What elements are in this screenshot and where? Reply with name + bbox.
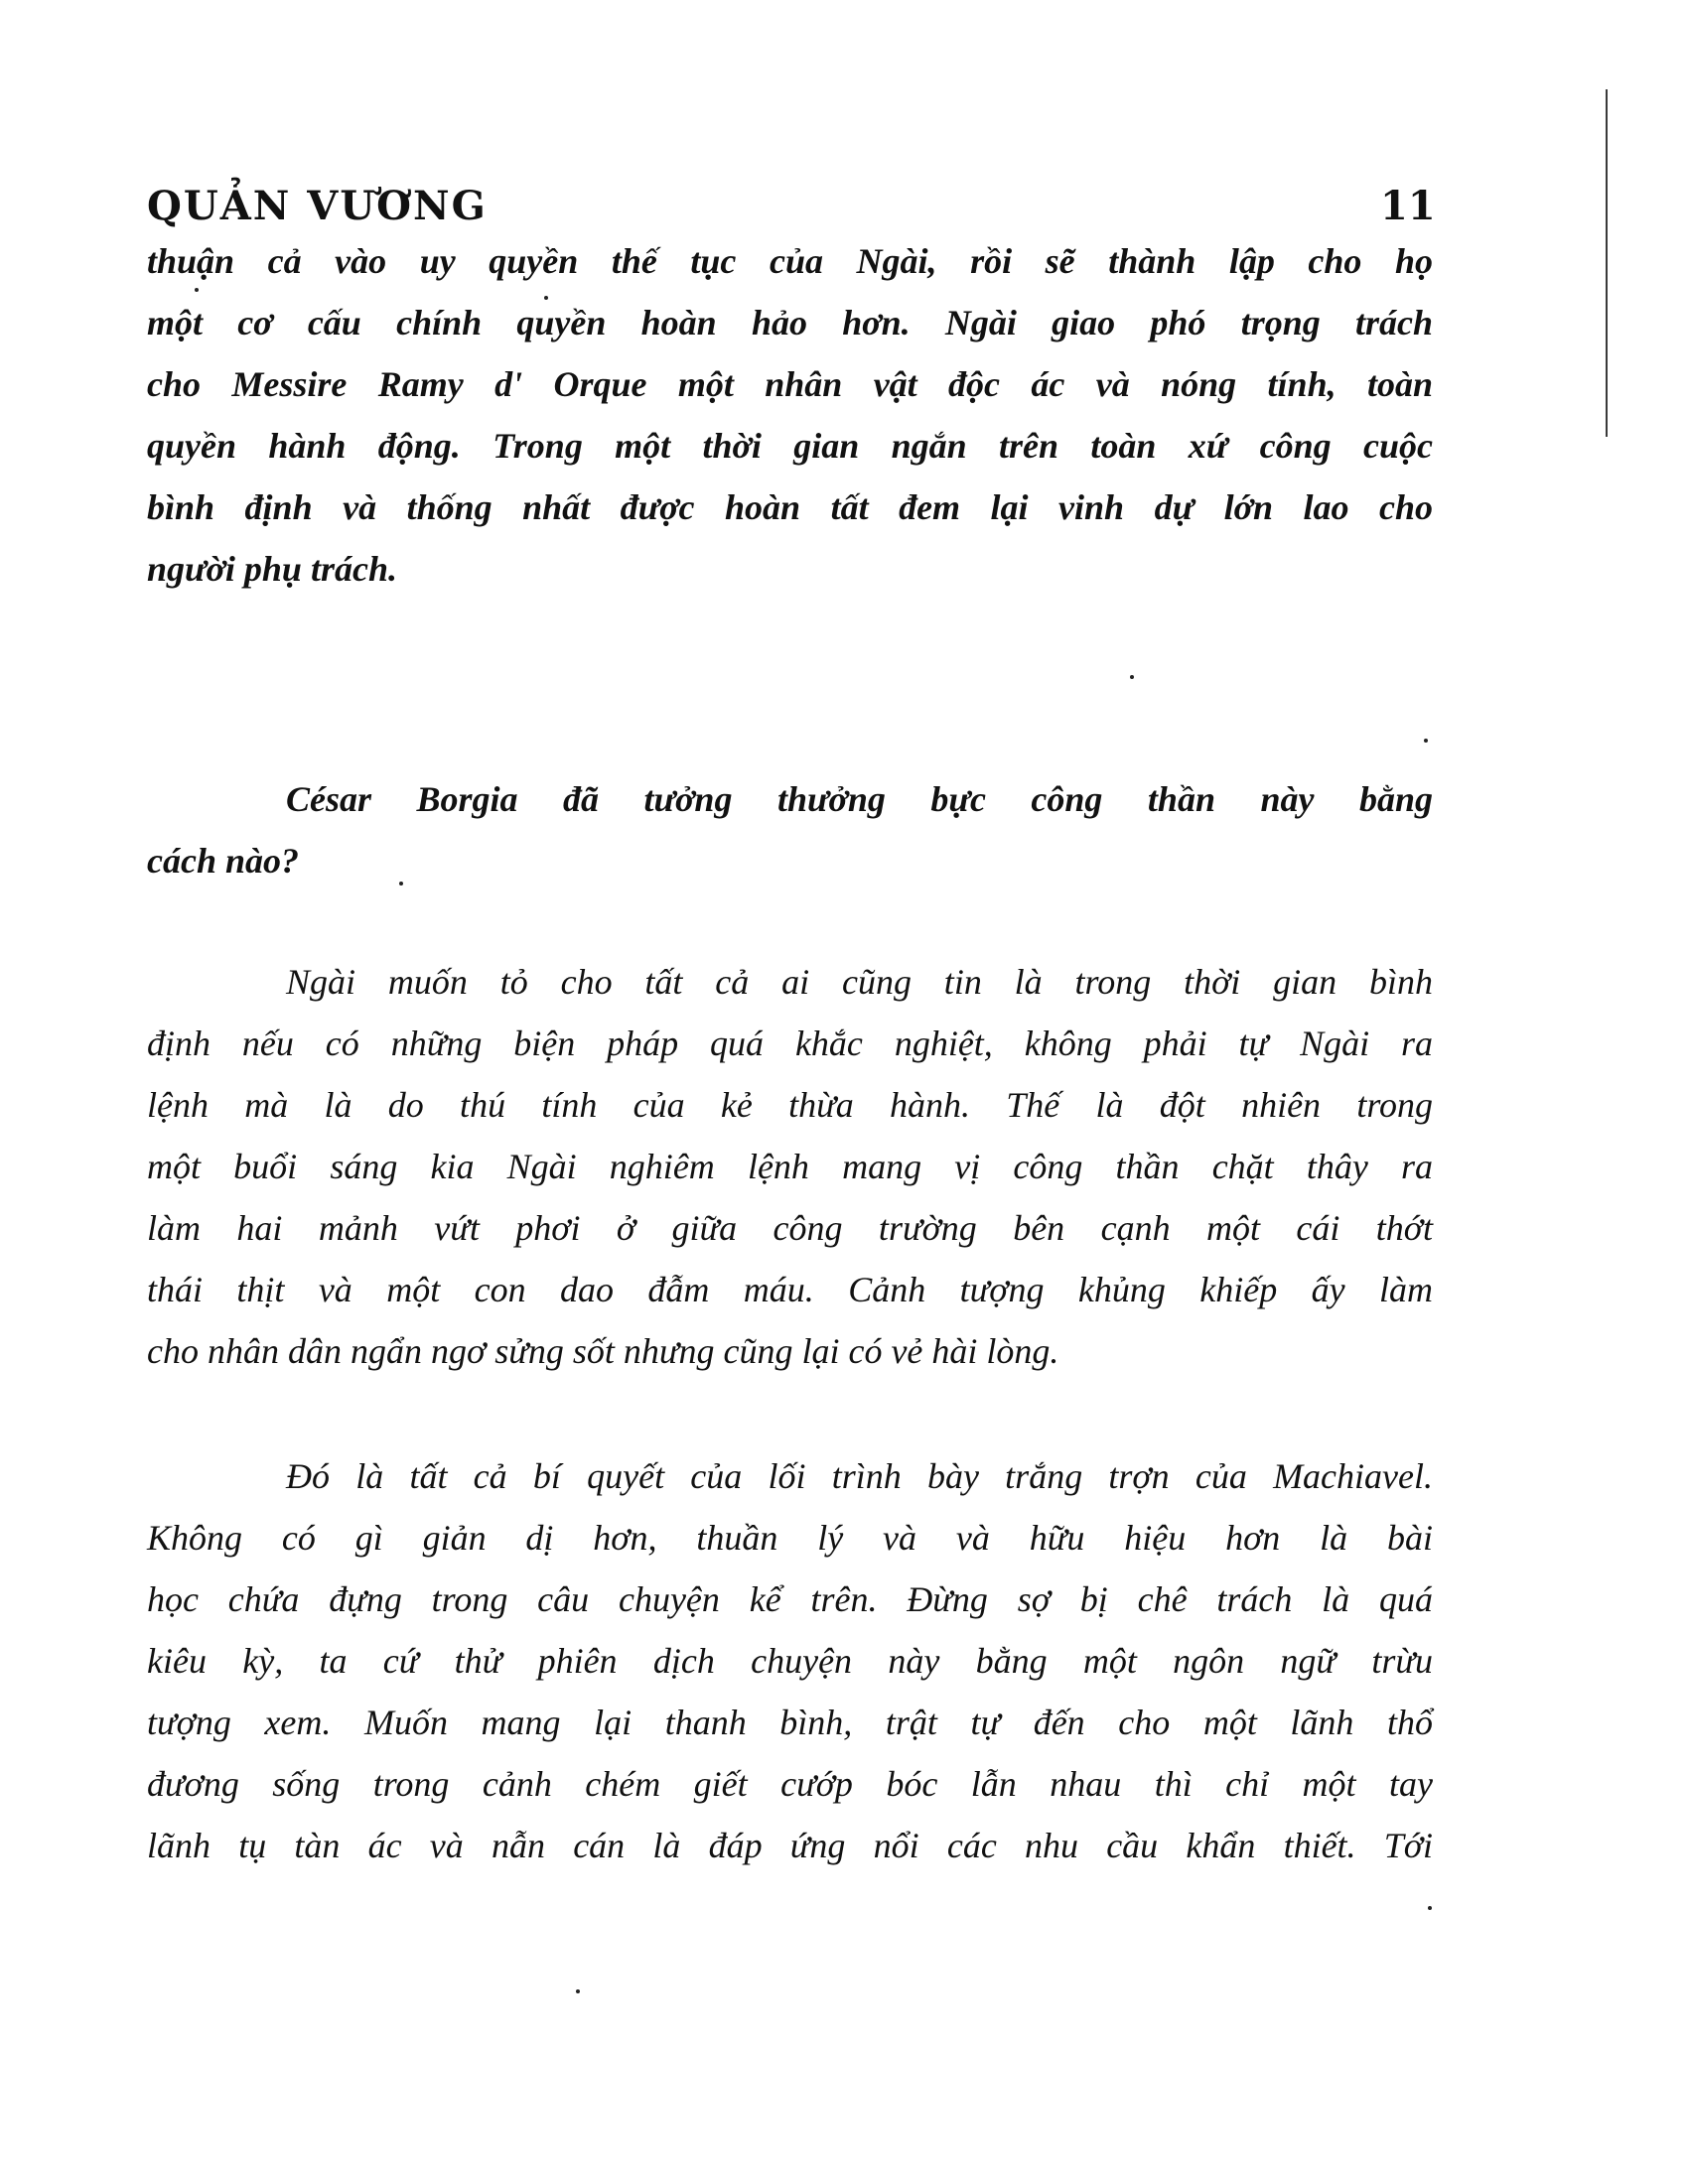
scan-speck [399,882,403,886]
scan-speck [544,296,548,300]
page-edge-line [1606,89,1608,437]
text-line: thuận cả vào uy quyền thế tục của Ngài, rồi sẽ thành lập cho họ [147,241,1433,281]
text-line: lãnh tụ tàn ác và nẫn cán là đáp ứng nổi các nhu cầu khẩn thiết. Tới [147,1826,1433,1865]
text-line: Không có gì giản dị hơn, thuần lý và và hữu hiệu hơn là bài [147,1518,1433,1558]
text-line: đương sống trong cảnh chém giết cướp bóc lẫn nhau thì chỉ một tay [147,1764,1433,1804]
scan-speck [576,1989,580,1993]
text-line: làm hai mảnh vứt phơi ở giữa công trường bên cạnh một cái thớt [147,1208,1433,1248]
text-line: một cơ cấu chính quyền hoàn hảo hơn. Ngài giao phó trọng trách [147,303,1433,342]
text-line: quyền hành động. Trong một thời gian ngắn trên toàn xứ công cuộc [147,426,1433,466]
text-line: Đó là tất cả bí quyết của lối trình bày trắng trợn của Machiavel. [286,1456,1433,1496]
text-line: César Borgia đã tưởng thưởng bực công thần này bằng [286,779,1433,819]
text-line: cách nào? [147,841,299,881]
text-line: học chứa đựng trong câu chuyện kể trên. Đừng sợ bị chê trách là quá [147,1579,1433,1619]
text-line: bình định và thống nhất được hoàn tất đem lại vinh dự lớn lao cho [147,487,1433,527]
paragraph-4 [147,1445,1433,1876]
page-number: 11 [1380,183,1436,229]
scan-speck [195,288,199,292]
text-line: người phụ trách. [147,549,397,589]
text-line: cho Messire Ramy d' Orque một nhân vật độc ác và nóng tính, toàn [147,364,1433,404]
text-line: tượng xem. Muốn mang lại thanh bình, trật tự đến cho một lãnh thổ [147,1703,1433,1742]
text-line: kiêu kỳ, ta cứ thử phiên dịch chuyện này bằng một ngôn ngữ trừu [147,1641,1433,1681]
scan-speck [1130,675,1134,679]
scan-speck [1428,1906,1432,1910]
running-head-title: QUẢN VƯƠNG [147,183,488,229]
text-line: một buổi sáng kia Ngài nghiêm lệnh mang vị công thần chặt thây ra [147,1147,1433,1186]
paragraph-1 [147,230,1433,600]
text-line: thái thịt và một con dao đẫm máu. Cảnh tượng khủng khiếp ấy làm [147,1270,1433,1309]
scan-speck [1424,739,1428,743]
paragraph-3 [147,951,1433,1382]
text-line: lệnh mà là do thú tính của kẻ thừa hành. Thế là đột nhiên trong [147,1085,1433,1125]
text-line: cho nhân dân ngẩn ngơ sửng sốt nhưng cũng lại có vẻ hài lòng. [147,1331,1059,1371]
text-line: Ngài muốn tỏ cho tất cả ai cũng tin là trong thời gian bình [286,962,1433,1002]
paragraph-2 [147,768,1433,891]
text-line: định nếu có những biện pháp quá khắc nghiệt, không phải tự Ngài ra [147,1024,1433,1063]
